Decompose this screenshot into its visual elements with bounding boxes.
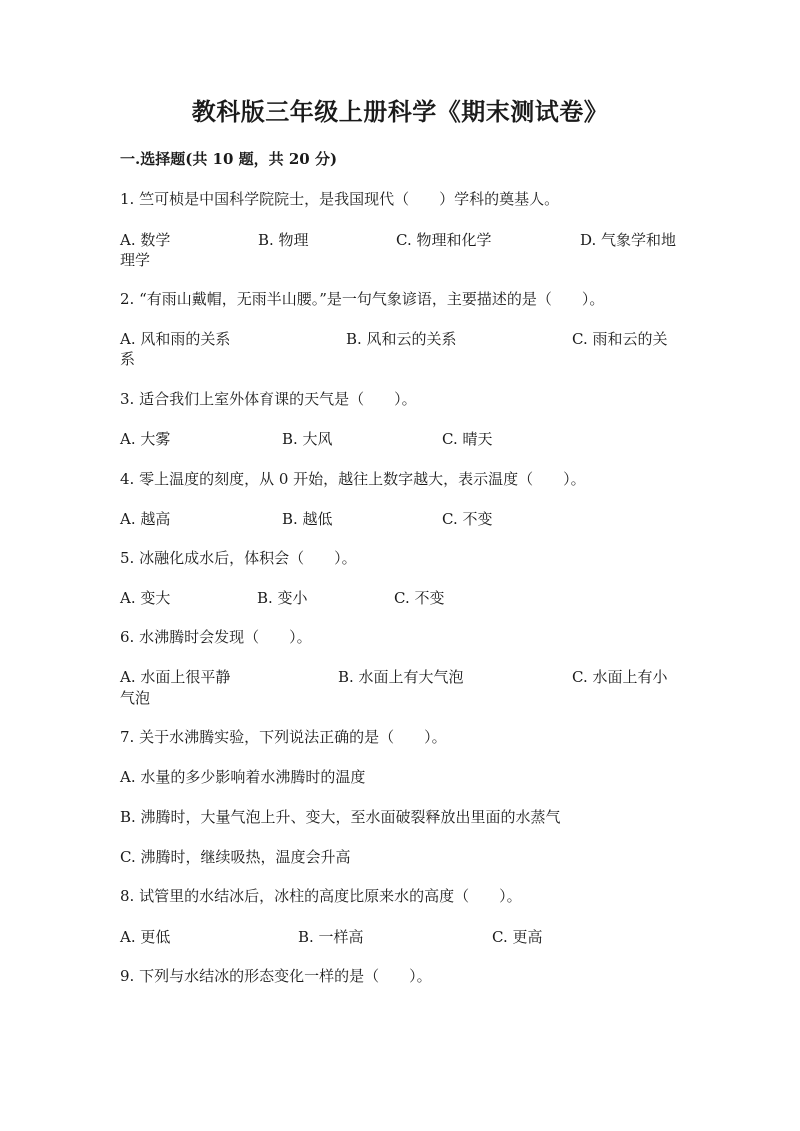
question-3-option-a: A. 大雾	[120, 430, 171, 448]
question-4-option-c: C. 不变	[442, 510, 493, 528]
question-2-option-wrap: 系	[120, 350, 136, 368]
question-6-stem: 6. 水沸腾时会发现（ ）。	[120, 628, 312, 646]
question-2-option-b: B. 风和云的关系	[346, 330, 457, 348]
question-1-option-a: A. 数学	[120, 231, 171, 249]
question-3-option-c: C. 晴天	[442, 430, 493, 448]
question-4-option-b: B. 越低	[282, 510, 333, 528]
question-1-stem: 1. 竺可桢是中国科学院院士，是我国现代（ ）学科的奠基人。	[120, 190, 560, 208]
question-3-stem: 3. 适合我们上室外体育课的天气是（ ）。	[120, 390, 417, 408]
question-1-option-b: B. 物理	[258, 231, 309, 249]
question-1-option-c: C. 物理和化学	[396, 231, 492, 249]
question-4-stem: 4. 零上温度的刻度，从 0 开始，越往上数字越大，表示温度（ ）。	[120, 470, 586, 488]
question-6-option-a: A. 水面上很平静	[120, 668, 231, 686]
question-8-stem: 8. 试管里的水结冰后，冰柱的高度比原来水的高度（ ）。	[120, 887, 522, 905]
question-2-option-a: A. 风和雨的关系	[120, 330, 231, 348]
question-2-stem: 2. “有雨山戴帽，无雨半山腰。”是一句气象谚语，主要描述的是（ ）。	[120, 290, 605, 308]
question-1-option-wrap: 理学	[120, 251, 151, 269]
question-5-stem: 5. 冰融化成水后，体积会（ ）。	[120, 549, 357, 567]
question-7-option-c: C. 沸腾时，继续吸热，温度会升高	[120, 848, 351, 866]
question-7-option-a: A. 水量的多少影响着水沸腾时的温度	[120, 768, 366, 786]
question-5-option-c: C. 不变	[394, 589, 445, 607]
question-8-option-b: B. 一样高	[298, 928, 364, 946]
question-3-option-b: B. 大风	[282, 430, 333, 448]
question-6-option-b: B. 水面上有大气泡	[338, 668, 464, 686]
question-6-option-c: C. 水面上有小	[572, 668, 668, 686]
question-7-option-b: B. 沸腾时，大量气泡上升、变大，至水面破裂释放出里面的水蒸气	[120, 808, 561, 826]
question-7-stem: 7. 关于水沸腾实验，下列说法正确的是（ ）。	[120, 728, 447, 746]
question-5-option-b: B. 变小	[257, 589, 308, 607]
question-2-option-c: C. 雨和云的关	[572, 330, 668, 348]
question-1-option-d: D. 气象学和地	[580, 231, 677, 249]
question-5-option-a: A. 变大	[120, 589, 171, 607]
section-heading: 一.选择题(共 10 题，共 20 分)	[120, 150, 338, 168]
question-8-option-a: A. 更低	[120, 928, 171, 946]
page-title: 教科版三年级上册科学《期末测试卷》	[191, 97, 609, 126]
question-9-stem: 9. 下列与水结冰的形态变化一样的是（ ）。	[120, 967, 432, 985]
question-4-option-a: A. 越高	[120, 510, 171, 528]
question-8-option-c: C. 更高	[492, 928, 543, 946]
question-6-option-wrap: 气泡	[120, 689, 151, 707]
